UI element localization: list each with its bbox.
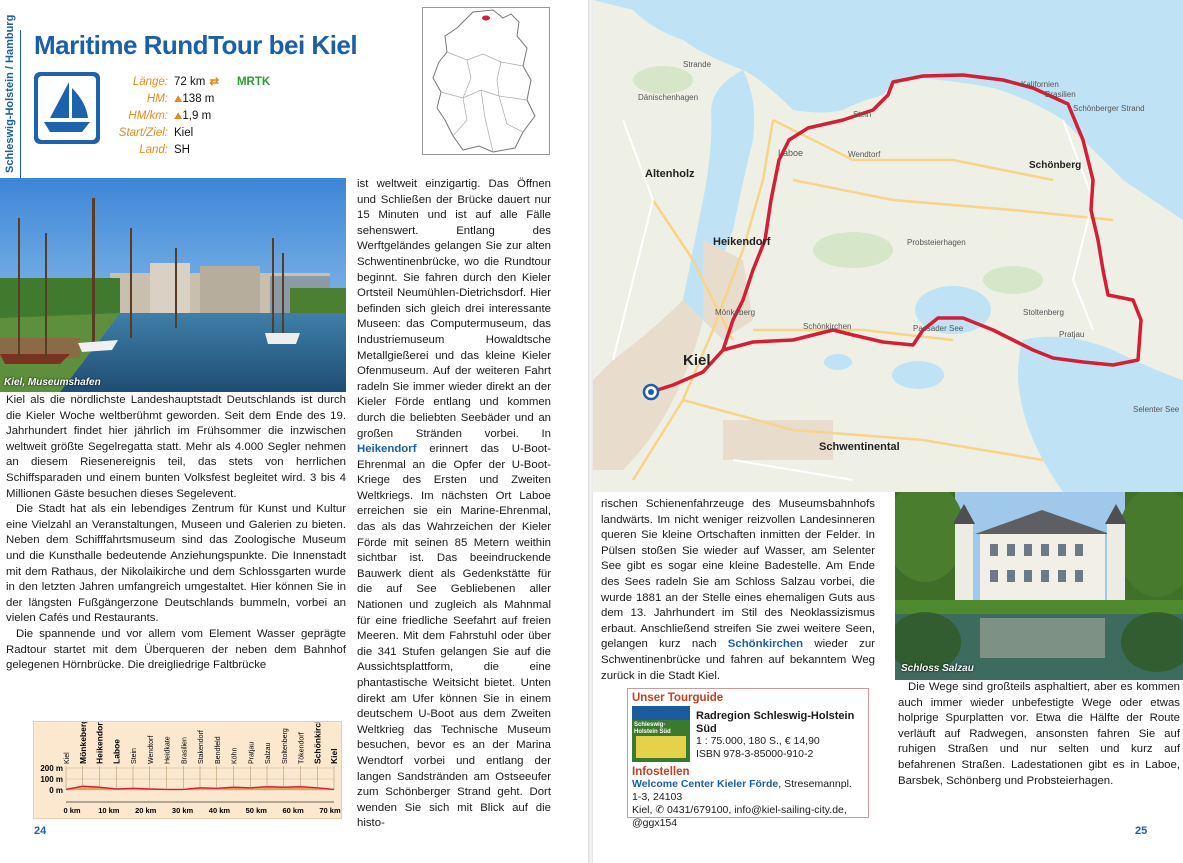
map-label: Stein [853, 110, 872, 119]
spec-land [110, 142, 270, 159]
x-tick-label: 60 km [282, 806, 304, 815]
info-street: , Stresemannpl. 1-3, 24103 [632, 778, 852, 803]
place-link-schoenkirchen: Schönkirchen [727, 638, 804, 651]
x-tick-label: 20 km [135, 806, 157, 815]
text-column-4 [898, 680, 1180, 789]
paragraph: Die Wege sind großteils asphaltiert, aber es kommen auch immer wieder unbefestigte Wege oder etwas holprige Spurplatten vor. Etwa die Hälfte der Route verläuft auf Radwegen, ansonsten fahren Sie auf ruhigen Straßen und nur selten und kurz auf befahrenen Straßen. Ladestationen gibt es in Laboe, Barsbek, Schönberg und Probsteierhagen. [898, 681, 1180, 787]
spec-start [110, 125, 270, 142]
side-tab-label: Schleswig-Holstein / Hamburg [4, 14, 16, 173]
x-tick-label: 40 km [208, 806, 231, 815]
spec-label: Länge: [132, 76, 168, 88]
side-tab [0, 14, 20, 180]
photo-schloss-salzau [895, 492, 1183, 680]
x-tick-label: 70 km [319, 806, 341, 815]
place-label: Kiel [329, 748, 339, 764]
map-label: Passader See [913, 324, 964, 333]
place-label: Brasilien [181, 737, 189, 764]
map-label: Probsteierhagen [907, 238, 966, 247]
text-run: ist weltweit einzigartig. Das Öffnen und Schließen der Brücke dauert nur 15 Minuten und ist auf alle Fälle sehenswert. Entlang des Werftgeländes gelangen Sie zur alten Schwentinenbrücke, wo die Rundtour beginnt. Sie fahren durch den Kieler Ortsteil Neumühlen-Dietrichsdorf. Hier befinden sich gleich drei interessante Museen: das Computermuseum, das Industriemuseum Howaldtsche Metallgießerei und das kleine Kieler Ofenmuseum. Auf der weiteren Fahrt radeln Sie immer wieder direkt an der Kieler Förde entlang und kommen durch die beliebten Seebäder und an großen Stränden vorbei. In [357, 178, 551, 440]
book-cover-text: Schleswig-Holstein Süd [634, 722, 671, 735]
spec-label: Start/Ziel: [118, 127, 168, 139]
book-isbn: ISBN 978-3-85000-910-2 [696, 747, 814, 760]
spec-value: Kiel [174, 127, 194, 139]
photo-caption: Kiel, Museumshafen [4, 377, 101, 388]
text-column-1 [6, 393, 346, 674]
spec-value: 1,9 m [182, 110, 212, 122]
map-label: Schönkirchen [803, 322, 852, 331]
sailboat-icon [34, 72, 100, 144]
place-label: Wendtorf [147, 735, 155, 764]
place-label: Heidkate [164, 736, 172, 764]
guide-heading: Unser Tourguide [632, 692, 724, 704]
tour-location-marker [482, 16, 490, 21]
map-label: Schönberg [1029, 160, 1082, 171]
info-name: Welcome Center Kieler Förde [632, 778, 779, 790]
map-label: Altenholz [645, 168, 695, 180]
tour-guide-box [627, 688, 869, 829]
map-label: Selenter See [1133, 405, 1180, 414]
spec-label: HM: [146, 93, 168, 105]
spec-label: Land: [139, 144, 168, 156]
book-meta: 1 : 75.000, 180 S., € 14,90 [696, 735, 820, 747]
spec-value: SH [174, 144, 190, 156]
place-label: Bendfeld [214, 736, 222, 764]
y-tick-label: 100 m [40, 775, 63, 784]
place-label: Salzau [265, 742, 272, 764]
place-label: Köhn [231, 747, 239, 764]
page-number-left: 24 [34, 825, 47, 837]
climb-icon: ⛰ [174, 94, 183, 105]
text-run: wieder zur Schwentinenbrücke und fahren auf bekanntem Weg zurück in die Stadt Kiel. [601, 638, 875, 682]
loop-icon: ⇄ [209, 76, 219, 88]
tour-specs [110, 74, 270, 159]
route-code: MRTK [236, 76, 271, 88]
paragraph: Die Stadt hat als ein lebendiges Zentrum für Kunst und Kultur eine Vielzahl an Veranstaltungen, Museen und Galerien zu bieten. Neben dem Schifffahrtsmuseum sind das Zoologische Museum und die Kunsthalle bedeutende Anziehungspunkte. Die Innenstadt mit dem Rathaus, der Nikolaikirche und dem Schlossgarten wurde in den letzten Jahren umfangreich umgestaltet. Hier können Sie in der längsten Fußgängerzone Deutschlands bummeln, vorbei an vielen Cafés und Restaurants. [6, 503, 346, 625]
map-label: Wendtorf [848, 150, 881, 159]
climb-icon: ⛰ [174, 111, 183, 122]
guide-book [632, 706, 864, 762]
book-cover [632, 706, 690, 762]
spec-value: 138 m [182, 93, 215, 105]
y-tick-label: 200 m [40, 764, 63, 773]
place-label: Tökendorf [298, 732, 306, 764]
place-label: Pratjau [248, 741, 256, 764]
map-label: Heikendorf [713, 236, 771, 248]
text-run: erinnert das U-Boot-Ehrenmal an die Opfer der U-Boot-Kriege des Ersten und Zweiten Weltkriegs. Im nächsten Ort Laboe erreichen sie ein Marine-Ehrenmal, das als das Wahrzeichen der Kieler Förde mit seinen 85 Metern weithin sichtbar ist. Das beeindruckende Bauwerk dient als Gedenkstätte für die auf See Gebliebenen aller Nationen und zugleich als Mahnmal für eine friedliche Seefahrt auf freien Meeren. Mit dem Fahrstuhl oder über die 341 Stufen gelangen Sie auf die Aussichtsplattform, die eine phantastische Weitsicht bietet. Unten direkt am Ufer können Sie in einem deutschem U-Boot aus dem Zweiten Weltkrieg das Technische Museum besuchen, bevor es an der Marina Wendtorf vorbei und entlang der langen Sandstränden am Ostseeufer zum Schönberger Strand geht. Dort wenden Sie sich mit Blick auf die histo- [357, 443, 552, 830]
place-label: Stoltenberg [281, 728, 289, 764]
spec-label: HM/km: [128, 110, 168, 122]
map-label: Laboe [778, 148, 804, 158]
map-label: Brasilien [1045, 90, 1076, 99]
spec-hmkm [110, 108, 270, 125]
page-number-right: 25 [1135, 825, 1148, 837]
info-heading: Infostellen [632, 766, 690, 778]
spec-value: 72 km [174, 76, 206, 88]
text-run: rischen Schienenfahrzeuge des Museumsbahnhofs landwärts. Im nicht weniger reizvollen Landesinneren queren Sie kleine Ortschaften inmitten der Felder. In Pülsen stoßen Sie wieder auf Wasser, am Selenter See gibt es sogar eine kleine Badestelle. Am Ende des Sees radeln Sie am Schloss Salzau vorbei, die wurde 1881 an der Stelle eines ehemaligen Guts aus dem 13. Jahrhundert im Stil des Neoklassizismus erbaut. Anschließend streifen Sie zwei weitere Seen, gelangen kurz nach [601, 498, 875, 651]
info-contact: Kiel, ✆ 0431/679100, info@kiel-sailing-city.de, @ggx154 [632, 804, 847, 829]
map-label: Schwentinental [819, 441, 900, 453]
text-column-2 [357, 177, 551, 832]
spec-hm [110, 91, 270, 108]
book-title: Radregion Schleswig-Holstein Süd [696, 710, 855, 735]
page-title: Maritime RundTour bei Kiel [34, 30, 358, 60]
place-label: Laboe [111, 738, 122, 764]
map-label: Dänischenhagen [638, 93, 699, 102]
map-label: Schönberger Strand [1073, 104, 1145, 113]
map-label: Strande [683, 60, 712, 69]
map-label: Stoltenberg [1023, 308, 1064, 317]
x-tick-label: 10 km [98, 806, 120, 815]
map-label: Pratjau [1059, 330, 1085, 339]
photo-caption: Schloss Salzau [901, 663, 974, 674]
map-label: Kiel [683, 352, 711, 369]
left-page [0, 0, 590, 863]
y-tick-label: 0 m [49, 786, 63, 795]
place-label: Schönkirchen [312, 722, 323, 764]
place-label: Kiel [64, 752, 71, 764]
map-label: Mönkeberg [715, 308, 756, 317]
x-tick-label: 0 km [63, 806, 81, 815]
paragraph: Kiel als die nördlichste Landeshauptstadt Deutschlands ist durch die Kieler Woche weltberühmt geworden. Seit dem Ende des 19. Jahrhundert findet hier jährlich im Frühsommer die inzwischen weltweit größte Segelregatta statt. Mehr als 4.000 Segler nehmen an diesem Riesenereignis teil, das stets von herrlichen Schiffsparaden und einem bunten Volksfest begleitet wird. 3 bis 4 Millionen Gäste besuchen dieses Segelevent. [6, 394, 346, 500]
paragraph [601, 497, 875, 684]
paragraph: Die spannende und vor allem vom Element Wasser geprägte Radtour startet mit dem Überqueren der neben dem Bahnhof gelegenen Hörnbrücke. Die dreigliedrige Faltbrücke [6, 627, 346, 672]
place-label: Heikendorf [94, 722, 105, 764]
elevation-profile-chart [34, 722, 343, 820]
photo-kiel-harbour [0, 178, 346, 392]
paragraph [357, 177, 551, 832]
place-label: Mönkeberg [77, 722, 88, 764]
info-address [632, 778, 864, 830]
place-link-heikendorf: Heikendorf [357, 443, 417, 456]
place-label: Stakendorf [198, 730, 205, 764]
x-tick-label: 30 km [171, 806, 194, 815]
x-tick-label: 50 km [245, 806, 267, 815]
elevation-profile [33, 721, 342, 819]
text-column-3 [601, 497, 875, 684]
book-details [696, 706, 864, 762]
place-label: Stein [131, 748, 138, 764]
spec-length [110, 74, 270, 91]
germany-locator-map [422, 7, 550, 155]
route-map [593, 0, 1183, 492]
right-page [593, 0, 1183, 863]
map-label: Kalifornien [1021, 80, 1059, 89]
